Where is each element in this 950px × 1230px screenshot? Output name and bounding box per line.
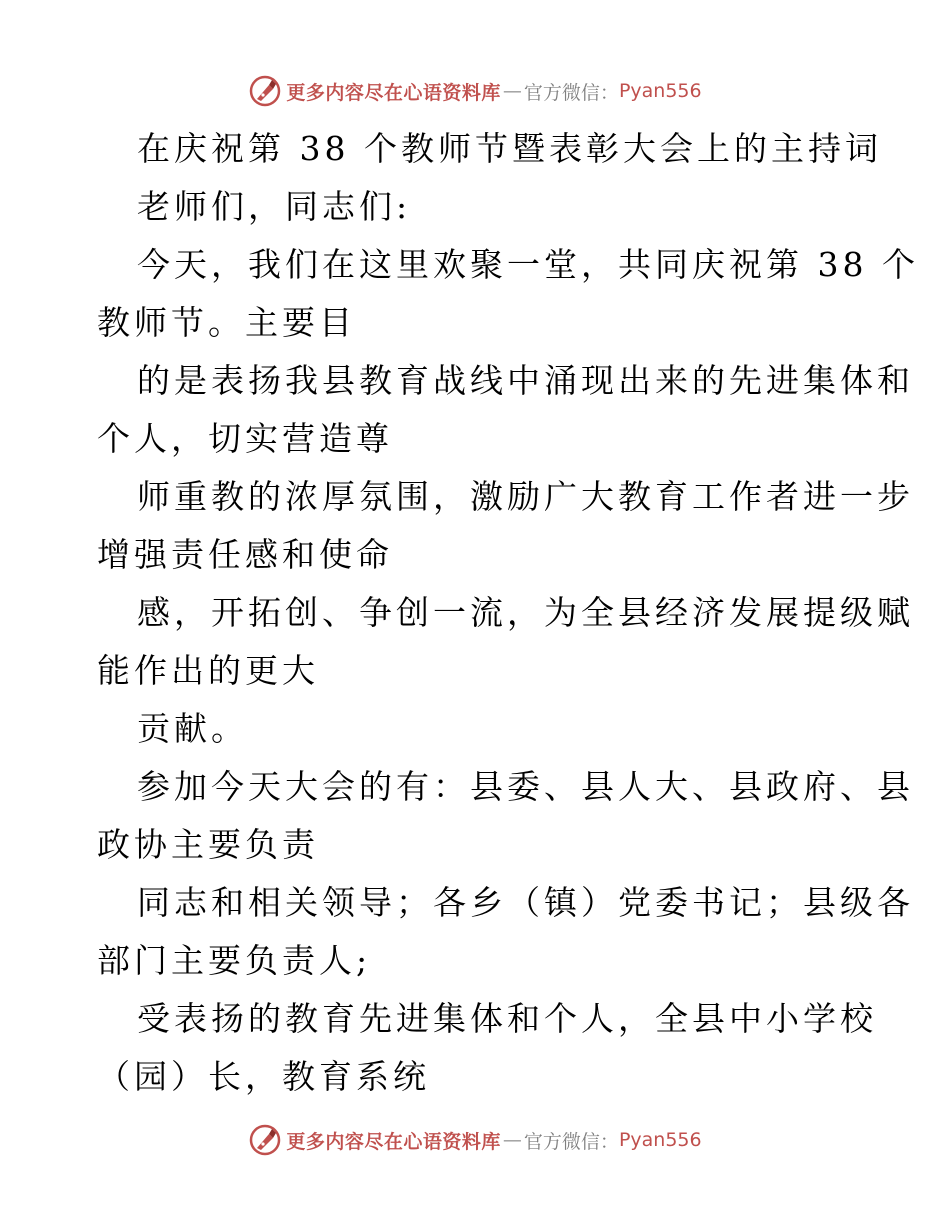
pen-nib-logo-icon (248, 1123, 282, 1157)
banner-account-id: Pyan556 (618, 80, 702, 102)
text-line: 的是表扬我县教育战线中涌现出来的先进集体和 (137, 361, 914, 400)
text-line: 参加今天大会的有：县委、县人大、县政府、县 (137, 767, 914, 806)
text-line: 同志和相关领导；各乡（镇）党委书记；县级各 (137, 883, 914, 922)
text-line: 能作出的更大 (97, 651, 319, 690)
text-line: 师重教的浓厚氛围，激励广大教育工作者进一步 (137, 477, 914, 516)
header-banner (0, 71, 950, 111)
banner-account-id: Pyan556 (618, 1129, 702, 1151)
banner-separator: — (502, 80, 522, 102)
text-line: 个人，切实营造尊 (97, 419, 393, 458)
text-line: 今天，我们在这里欢聚一堂，共同庆祝第 38 个 (137, 245, 919, 284)
text-line: 受表扬的教育先进集体和个人，全县中小学校 (137, 999, 877, 1038)
banner-separator: — (502, 1129, 522, 1151)
salutation: 老师们，同志们: (137, 187, 412, 226)
text-line: 贡献。 (137, 709, 248, 748)
pen-nib-logo-icon (248, 74, 282, 108)
text-line: 感，开拓创、争创一流，为全县经济发展提级赋 (137, 593, 914, 632)
document-title: 在庆祝第 38 个教师节暨表彰大会上的主持词 (137, 129, 882, 168)
banner-main-text: 更多内容尽在心语资料库 (286, 1130, 501, 1153)
banner-official-label: 官方微信： (523, 81, 619, 104)
banner-official-label: 官方微信： (523, 1130, 619, 1153)
banner-main-text: 更多内容尽在心语资料库 (286, 81, 501, 104)
text-line: 增强责任感和使命 (97, 535, 393, 574)
document-body (97, 120, 919, 1106)
footer-banner (0, 1120, 950, 1160)
text-line: 政协主要负责 (97, 825, 319, 864)
text-line: （园）长，教育系统 (97, 1057, 430, 1096)
text-line: 部门主要负责人; (97, 941, 372, 980)
text-line: 教师节。主要目 (97, 303, 356, 342)
